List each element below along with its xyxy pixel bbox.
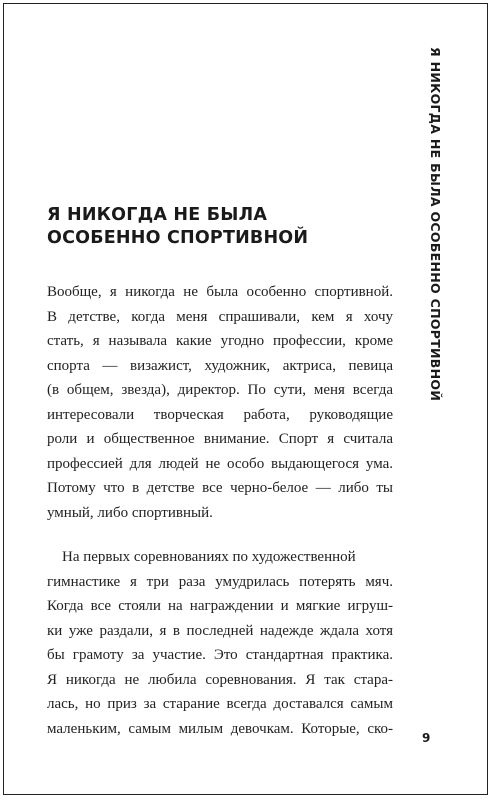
- text-line: профессией для людей не особо выдающегося ума.: [47, 455, 393, 472]
- text-line: интересовали творческая работа, руководящие: [47, 406, 393, 423]
- text-line: В детстве, когда меня спрашивали, кем я хочу: [47, 308, 393, 325]
- paragraph-1: [47, 280, 393, 525]
- chapter-title-line-2: ОСОБЕННО СПОРТИВНОЙ: [47, 228, 309, 248]
- text-line: На первых соревнованиях по художественной: [47, 549, 356, 565]
- text-line: роли и общественное внимание. Спорт я считала: [47, 431, 393, 447]
- text-line: стать, я называла какие угодно профессии, кроме: [47, 333, 393, 349]
- text-line: умный, либо спортивный.: [47, 504, 213, 521]
- text-line: ки уже раздали, я в последней надежде ждала хотя: [47, 622, 393, 639]
- text-line: Я никогда не любила соревнования. Я так стара-: [47, 671, 393, 688]
- text-line: лась, но приз за старание всегда доставался самым: [47, 696, 393, 712]
- page-number: 9: [422, 731, 431, 745]
- text-line: Потому что в детстве все черно-белое — либо ты: [47, 480, 393, 496]
- text-line: бы грамоту за участие. Это стандартная практика.: [47, 647, 393, 663]
- text-line: маленьким, самым милым девочкам. Которые, ско-: [47, 720, 393, 737]
- text-line: гимнастике я три раза умудрилась потерять мяч.: [47, 573, 393, 590]
- text-line: спорта — визажист, художник, актриса, певица: [47, 357, 393, 374]
- chapter-title-line-1: Я НИКОГДА НЕ БЫЛА: [47, 205, 268, 225]
- paragraph-2: [47, 545, 393, 741]
- running-head-text: Я НИКОГДА НЕ БЫЛА ОСОБЕННО СПОРТИВНОЙ: [428, 47, 443, 402]
- chapter-title: [47, 204, 387, 250]
- text-line: Вообще, я никогда не была особенно спортивной.: [47, 284, 393, 300]
- running-head: [428, 47, 452, 402]
- text-line: Когда все стояли на награждении и мягкие игруш-: [47, 598, 393, 614]
- text-line: (в общем, звезда), директор. По сути, меня всегда: [47, 382, 393, 398]
